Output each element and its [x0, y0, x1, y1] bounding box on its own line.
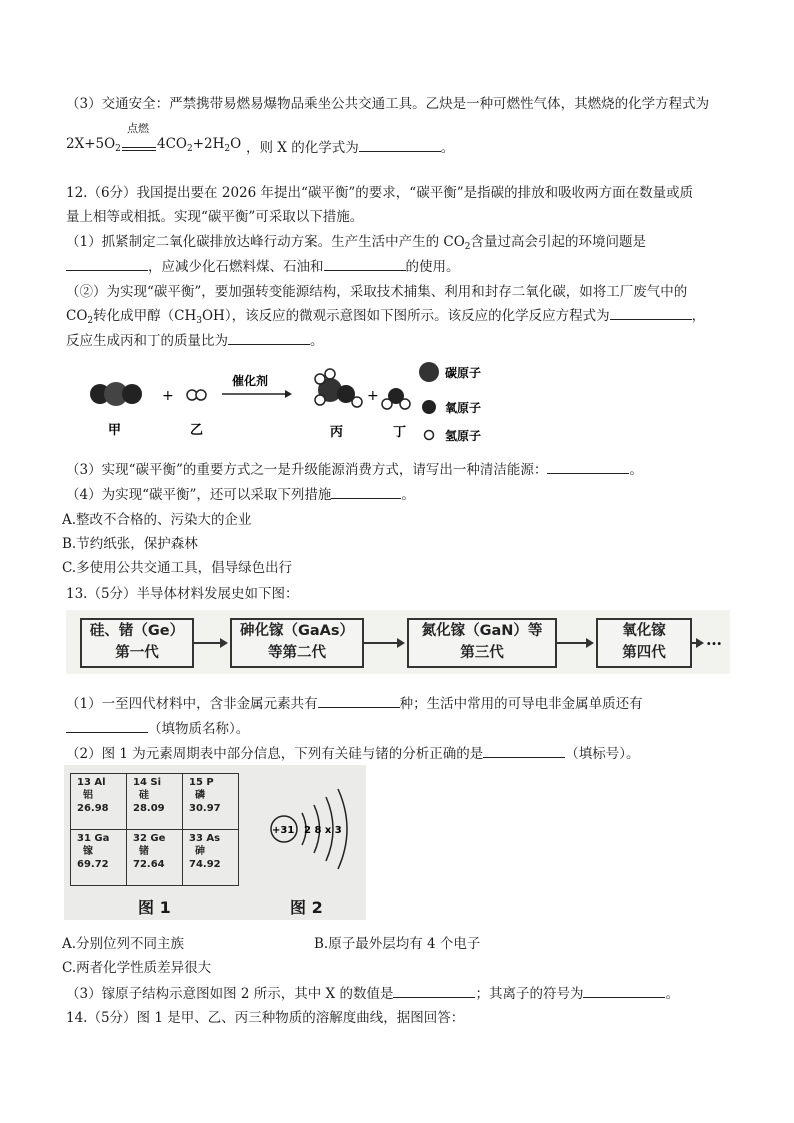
figure-2-caption: 图 2	[290, 898, 323, 917]
molecule-jia	[90, 382, 142, 406]
q13-2: （2）图 1 为元素周期表中部分信息，下列有关硅与锗的分析正确的是 （填标号）。	[66, 746, 640, 762]
q13-option-c[interactable]: C.两者化学性质差异很大	[62, 960, 212, 976]
q13-1-line1: （1）一至四代材料中，含非金属元素共有 种；生活中常用的可导电非金属单质还有	[66, 696, 643, 712]
q12-4: （4）为实现“碳平衡”，还可以采取下列措施 。	[66, 487, 415, 503]
figures-panel	[64, 765, 366, 920]
q13-stem: 13.（5分）半导体材料发展史如下图：	[66, 586, 299, 602]
element-cell-as: 33 As 砷 74.92	[183, 830, 239, 886]
answer-blank[interactable]	[66, 719, 148, 733]
flow-arrow	[556, 642, 592, 644]
nucleus-charge: +31	[272, 825, 295, 836]
legend-oxygen: 氧原子	[445, 401, 482, 415]
label-ding: 丁	[393, 425, 407, 440]
q12-option-c[interactable]: C.多使用公共交通工具，倡导绿色出行	[62, 560, 293, 576]
q11-3-text: （3）交通安全：严禁携带易燃易爆物品乘坐公共交通工具。乙炔是一种可燃性气体，其燃烧的化学方程式为	[66, 96, 710, 112]
figure-1-caption: 图 1	[138, 898, 171, 917]
answer-blank[interactable]	[483, 744, 565, 758]
catalyst-label: 催化剂	[232, 374, 269, 388]
flow-arrow	[193, 642, 226, 644]
periodic-table-excerpt	[70, 773, 239, 886]
q12-1-line2: ，应减少化石燃料煤、石油和 的使用。	[66, 255, 460, 275]
element-cell-ge: 32 Ge 锗 72.64	[127, 830, 183, 886]
element-cell-al: 13 Al 铝 26.98	[71, 774, 127, 830]
q14-stem: 14.（5分）图 1 是甲、乙、丙三种物质的溶解度曲线，据图回答：	[66, 1010, 465, 1026]
eq-right: $4CO_2+2H_2O$	[157, 136, 242, 154]
molecule-ding	[382, 388, 410, 409]
legend-carbon: 碳原子	[445, 366, 482, 380]
q12-option-b[interactable]: B.节约纸张，保护森林	[62, 536, 198, 552]
legend	[419, 362, 481, 443]
electron-shells: 2 8 x 3	[304, 825, 342, 836]
answer-blank[interactable]	[66, 257, 148, 271]
answer-blank[interactable]	[583, 984, 665, 998]
flow-ellipsis: …	[706, 630, 722, 649]
q12-option-a[interactable]: A.整改不合格的、污染大的企业	[62, 512, 252, 528]
flow-arrow	[363, 642, 403, 644]
answer-blank[interactable]	[610, 306, 692, 320]
flow-arrow	[690, 642, 702, 644]
answer-blank[interactable]	[228, 331, 310, 345]
q13-option-b[interactable]: B.原子最外层均有 4 个电子	[314, 936, 481, 952]
q12-stem-2: 量上相等或相抵。实现“碳平衡”可采取以下措施。	[66, 209, 364, 225]
semiconductor-flow	[66, 610, 730, 674]
answer-blank[interactable]	[318, 694, 400, 708]
q13-3: （3）镓原子结构示意图如图 2 所示，其中 X 的数值是 ；其离子的符号为 。	[66, 986, 679, 1002]
gallium-atom-diagram	[264, 777, 364, 887]
q12-3: （3）实现“碳平衡”的重要方式之一是升级能源消费方式，请写出一种清洁能源： 。	[66, 462, 643, 478]
eq-tail: ，则 X 的化学式为 。	[246, 140, 455, 156]
plus-sign-1: +	[162, 388, 174, 404]
answer-blank[interactable]	[359, 138, 441, 152]
q12-1-line1: （1）抓紧制定二氧化碳排放达峰行动方案。生产生活中产生的 $CO_2$含量过高会引起的环境问题是	[66, 234, 647, 252]
q12-2-line2: $CO_2$转化成甲醇$(CH_3OH)$，该反应的微观示意图如下图所示。该反应的化学反应方程式为 ，	[66, 308, 706, 326]
plus-sign-2: +	[367, 388, 379, 404]
answer-blank[interactable]	[547, 460, 629, 474]
element-cell-si: 14 Si 硅 28.09	[127, 774, 183, 830]
q12-stem-1: 12.（6分）我国提出要在 2026 年提出“碳平衡”的要求，“碳平衡”是指碳的排放和吸收两方面在数量或质	[66, 185, 694, 201]
label-jia: 甲	[108, 423, 122, 438]
q12-2-line1: （②）为实现“碳平衡”，要加强转变能源结构，采取技术捕集、利用和封存二氧化碳，如将工厂废气中的	[66, 284, 688, 300]
answer-blank[interactable]	[324, 257, 406, 271]
flow-box-gen3: 氮化镓（GaN）等 第三代	[407, 618, 557, 668]
q13-1-line2: （填物质名称）。	[66, 717, 249, 737]
flow-box-gen2: 砷化镓（GaAs） 等第二代	[230, 618, 364, 668]
flow-box-gen1: 硅、锗（Ge） 第一代	[80, 618, 194, 668]
eq-left: $2X+5O_2$	[66, 136, 121, 154]
answer-blank[interactable]	[393, 984, 475, 998]
answer-blank[interactable]	[331, 485, 401, 499]
eq-double-line	[122, 147, 156, 151]
q12-2-line3: 反应生成丙和丁的质量比为 。	[66, 333, 324, 349]
label-yi: 乙	[190, 423, 204, 438]
flow-box-gen4: 氧化镓 第四代	[596, 618, 692, 668]
legend-hydrogen: 氢原子	[445, 429, 482, 443]
label-bing: 丙	[330, 425, 344, 440]
element-cell-ga: 31 Ga 镓 69.72	[71, 830, 127, 886]
eq-condition: 点燃	[127, 122, 149, 135]
q13-option-a[interactable]: A.分别位列不同主族	[62, 936, 185, 952]
molecule-bing	[315, 369, 362, 407]
reaction-micro-diagram	[80, 352, 500, 452]
molecule-yi	[187, 390, 206, 400]
element-cell-p: 15 P 磷 30.97	[183, 774, 239, 830]
